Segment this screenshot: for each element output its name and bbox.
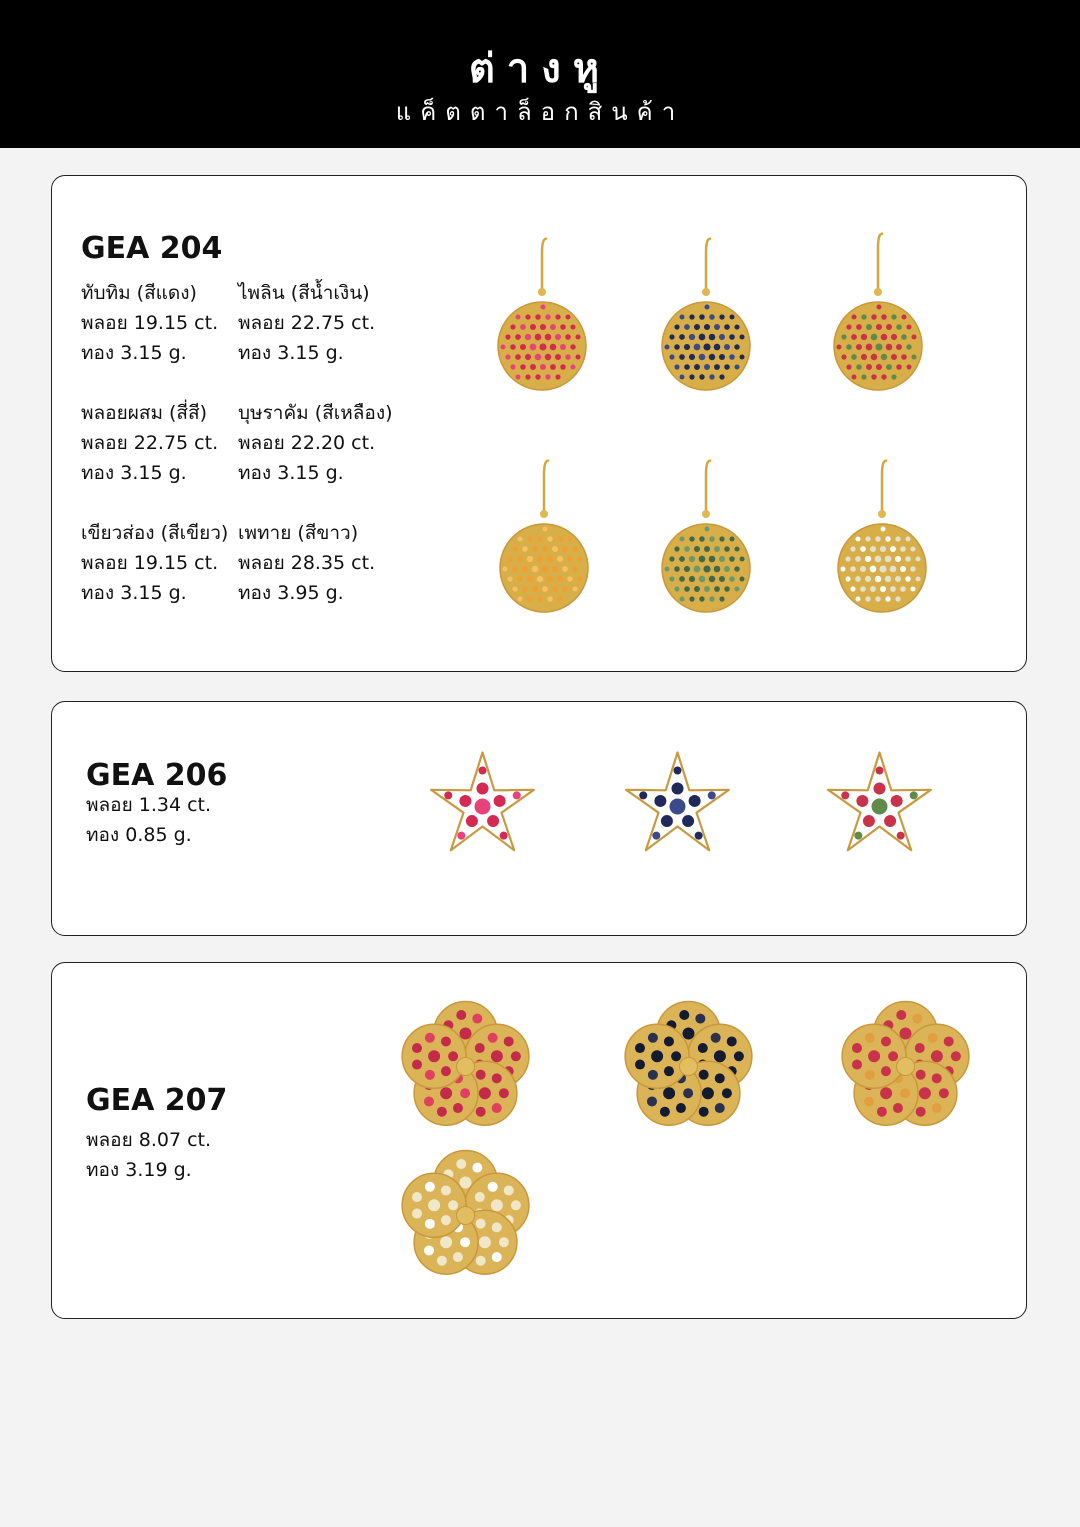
variant-spec (81, 278, 218, 368)
variant-name: ไพลิน (สีน้ำเงิน) (238, 282, 370, 304)
earring-ball-image (823, 226, 933, 396)
product-code: GEA 207 (86, 1083, 228, 1118)
gold-weight: ทอง 3.15 g. (81, 342, 187, 364)
stone-weight: พลอย 1.34 ct. (86, 794, 212, 816)
gold-weight: ทอง 3.19 g. (86, 1159, 192, 1181)
earring-ball-image (651, 231, 761, 396)
variant-spec (238, 518, 375, 608)
stone-weight: พลอย 19.15 ct. (81, 312, 219, 334)
product-spec (86, 1125, 211, 1185)
page-subtitle: แค็ตตาล็อกสินค้า (395, 98, 685, 126)
gold-weight: ทอง 3.15 g. (238, 342, 344, 364)
earring-star-image (615, 742, 740, 867)
product-code: GEA 206 (86, 758, 228, 793)
earring-flower-image (393, 999, 538, 1134)
earring-star-image (817, 742, 942, 867)
variant-name: ทับทิม (สีแดง) (81, 282, 197, 304)
product-spec (86, 790, 211, 850)
earring-flower-image (616, 999, 761, 1134)
stone-weight: พลอย 28.35 ct. (238, 552, 376, 574)
earring-ball-image (487, 231, 597, 396)
stone-weight: พลอย 22.75 ct. (238, 312, 376, 334)
gold-weight: ทอง 3.15 g. (238, 462, 344, 484)
earring-ball-image (489, 453, 599, 618)
product-card-gea-207 (51, 962, 1027, 1319)
earring-flower-image (393, 1148, 538, 1283)
gold-weight: ทอง 0.85 g. (86, 824, 192, 846)
product-code: GEA 204 (81, 231, 223, 266)
variant-name: บุษราคัม (สีเหลือง) (238, 402, 393, 424)
gold-weight: ทอง 3.15 g. (81, 582, 187, 604)
variant-spec (238, 398, 393, 488)
earring-flower-image (833, 999, 978, 1134)
product-card-gea-206 (51, 701, 1027, 936)
gold-weight: ทอง 3.15 g. (81, 462, 187, 484)
earring-star-image (420, 742, 545, 867)
page-title: ต่างหู (468, 46, 612, 92)
stone-weight: พลอย 19.15 ct. (81, 552, 219, 574)
earring-ball-image (651, 453, 761, 618)
gold-weight: ทอง 3.95 g. (238, 582, 344, 604)
variant-name: พลอยผสม (สี่สี) (81, 402, 208, 424)
variant-name: เขียวส่อง (สีเขียว) (81, 522, 229, 544)
stone-weight: พลอย 8.07 ct. (86, 1129, 212, 1151)
earring-ball-image (827, 453, 937, 618)
product-card-gea-204 (51, 175, 1027, 672)
variant-spec (81, 518, 228, 608)
page-header (0, 0, 1080, 148)
variant-name: เพทาย (สีขาว) (238, 522, 359, 544)
variant-spec (238, 278, 375, 368)
variant-spec (81, 398, 218, 488)
stone-weight: พลอย 22.20 ct. (238, 432, 376, 454)
stone-weight: พลอย 22.75 ct. (81, 432, 219, 454)
